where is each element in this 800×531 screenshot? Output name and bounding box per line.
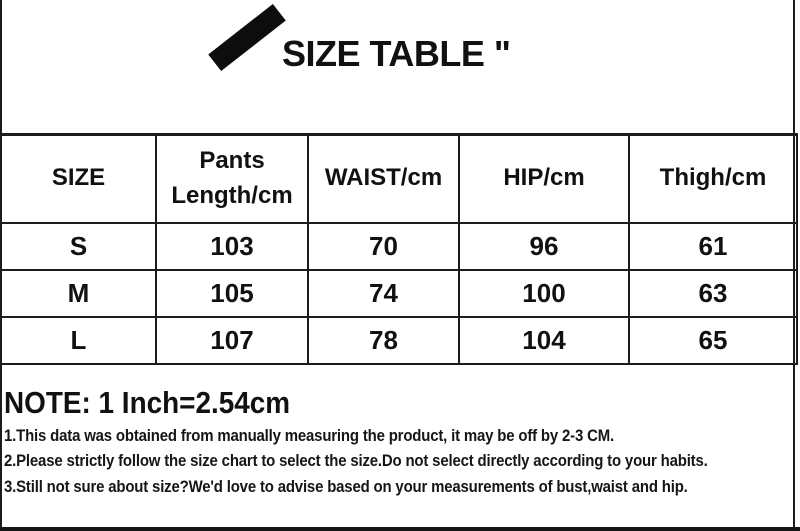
cell-pants-length: 107	[156, 317, 308, 364]
table-row-l	[1, 317, 797, 364]
table-header-row	[1, 135, 797, 223]
cell-waist: 78	[308, 317, 459, 364]
notes-list	[4, 423, 800, 499]
note-heading: NOTE: 1 Inch=2.54cm	[4, 385, 291, 420]
cell-hip: 96	[459, 223, 629, 270]
cell-pants-length: 105	[156, 270, 308, 317]
note-item-2: 2.Please strictly follow the size chart to select the size.Do not select directly according to your habits.	[4, 451, 708, 471]
cell-hip: 100	[459, 270, 629, 317]
size-table	[0, 133, 798, 365]
cell-pants-length: 103	[156, 223, 308, 270]
note-item-1: 1.This data was obtained from manually measuring the product, it may be off by 2-3 CM.	[4, 426, 614, 445]
page-title: SIZE TABLE "	[282, 33, 511, 74]
table-row-s	[1, 223, 797, 270]
cell-thigh: 63	[629, 270, 797, 317]
column-header-hip: HIP/cm	[459, 135, 629, 223]
frame-bottom-border	[0, 527, 800, 531]
diagonal-stroke-icon	[208, 4, 286, 71]
cell-size: S	[1, 223, 156, 270]
cell-waist: 74	[308, 270, 459, 317]
cell-thigh: 65	[629, 317, 797, 364]
column-header-waist: WAIST/cm	[308, 135, 459, 223]
column-header-size: SIZE	[1, 135, 156, 223]
cell-thigh: 61	[629, 223, 797, 270]
column-header-thigh: Thigh/cm	[629, 135, 797, 223]
cell-size: M	[1, 270, 156, 317]
table-row-m	[1, 270, 797, 317]
note-item-3: 3.Still not sure about size?We'd love to advise based on your measurements of bust,waist and hip.	[4, 476, 688, 496]
cell-size: L	[1, 317, 156, 364]
column-header-pants-length: Pants Length/cm	[156, 135, 308, 223]
cell-hip: 104	[459, 317, 629, 364]
cell-waist: 70	[308, 223, 459, 270]
